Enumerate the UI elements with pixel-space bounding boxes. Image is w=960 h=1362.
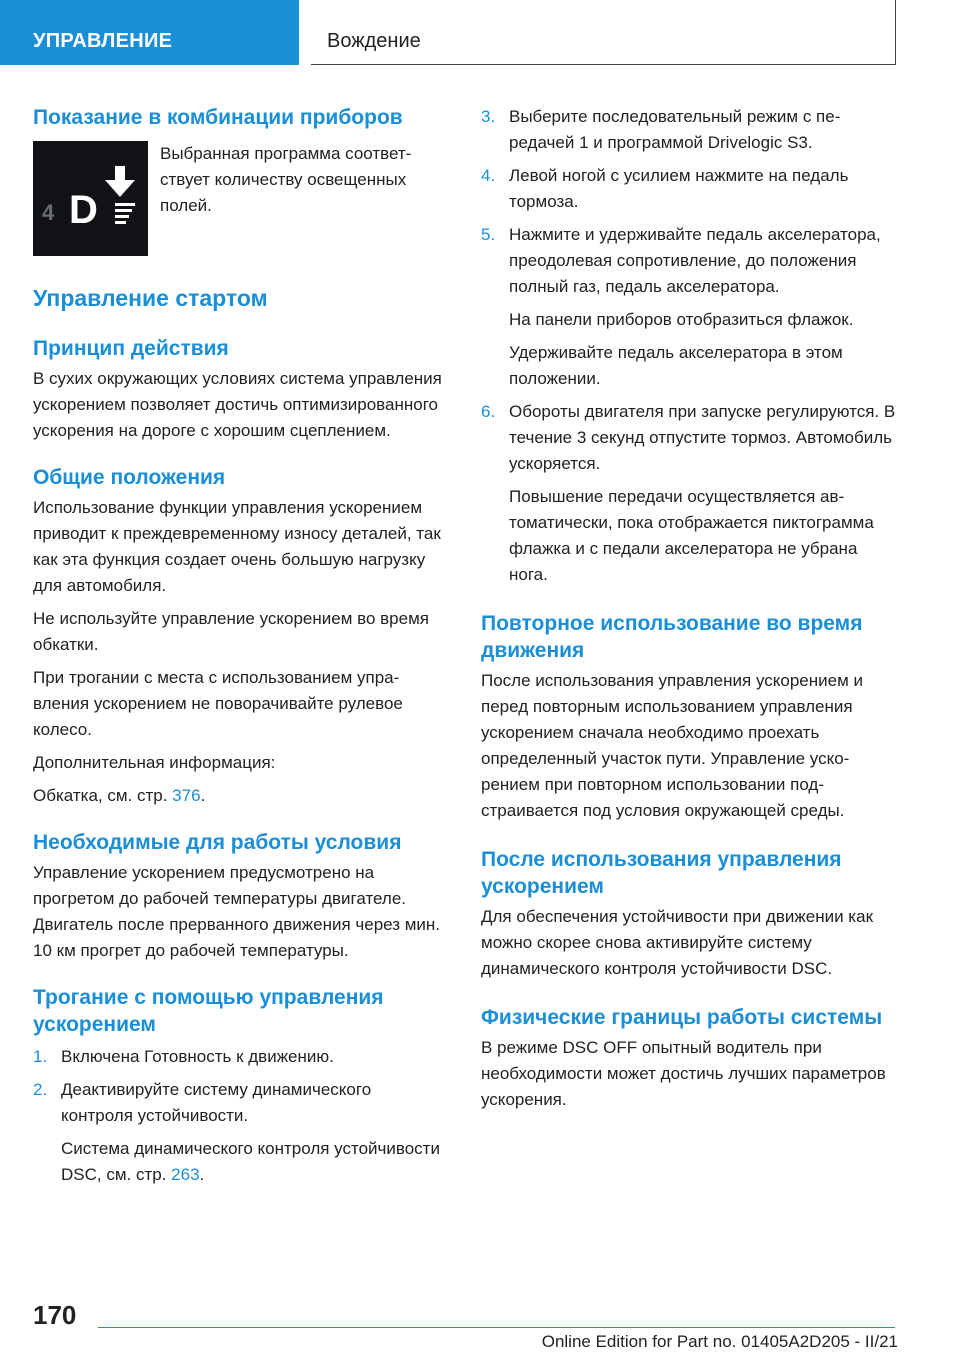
conditions-section xyxy=(33,829,447,964)
step-number: 5. xyxy=(481,225,496,244)
dsc-page-link[interactable]: 263 xyxy=(171,1165,200,1184)
right-column xyxy=(481,100,897,1113)
chapter-tab-label: Вождение xyxy=(327,30,421,52)
startoff-heading: Трогание с помощью управления ускорением xyxy=(33,986,384,1036)
footer-divider xyxy=(98,1327,895,1328)
svg-text:D: D xyxy=(69,188,98,232)
breakin-ref-end: . xyxy=(200,786,206,805)
step-item xyxy=(481,222,897,392)
step-item xyxy=(481,104,897,156)
principle-text: В сухих окружающих условиях система управления ускорением позволяет достичь оптимизированного ускорения на дороге с хорошим сцеплением. xyxy=(33,369,442,440)
conditions-text: Управление ускорением предусмотрено на прогретом до рабочей температуры двигателе. Двигатель после прерванного движения через мин. 10 км прогрет до рабочей температуры. xyxy=(33,863,441,960)
step-text: Включена Готовность к движению. xyxy=(61,1047,334,1066)
dsc-ref-text: Система динамического контроля устойчивости DSC, см. стр. xyxy=(61,1139,440,1184)
step-number: 1. xyxy=(33,1047,48,1066)
step-text: Деактивируйте систему динамического контроля устойчивости. xyxy=(61,1080,372,1125)
step-subtext: На панели приборов отобразиться флажок. xyxy=(509,310,854,329)
step-item xyxy=(33,1077,447,1188)
startoff-steps-left xyxy=(33,1044,447,1188)
general-text-2: Не используйте управление ускорением во время обкатки. xyxy=(33,609,429,654)
launch-section xyxy=(33,284,447,313)
general-text-3: При трогании с места с использованием управления ускорением не поворачивайте рулевое колесо. xyxy=(33,668,403,739)
limits-text: В режиме DSC OFF опытный водитель при необходимости может достичь лучших параметров ускорения. xyxy=(481,1038,886,1109)
step-subtext: Повышение передачи осуществляется автоматически, пока отображается пиктограмма флажка и с педали акселератора не убрана нога. xyxy=(509,487,874,584)
step-item xyxy=(481,163,897,215)
svg-text:4: 4 xyxy=(42,200,55,225)
page-number: 170 xyxy=(33,1300,77,1330)
principle-heading: Принцип действия xyxy=(33,337,229,360)
conditions-heading: Необходимые для работы условия xyxy=(33,831,402,854)
general-text-5 xyxy=(33,783,447,809)
step-subtext xyxy=(61,1136,447,1188)
section-tab-label: УПРАВЛЕНИЕ xyxy=(33,30,173,52)
step-item xyxy=(481,399,897,588)
launch-control-indicator-image xyxy=(33,141,148,256)
left-column xyxy=(33,100,447,1188)
startoff-steps-right xyxy=(481,104,897,588)
limits-heading: Физические границы работы системы xyxy=(481,1006,883,1029)
breakin-page-link[interactable]: 376 xyxy=(172,786,201,805)
step-item xyxy=(33,1044,447,1070)
indicator-caption: Выбранная программа соответствует количеству освещенных полей. xyxy=(160,144,412,215)
general-text-4: Дополнительная информация: xyxy=(33,753,276,772)
after-heading: После использования управления ускорением xyxy=(481,848,842,898)
general-heading: Общие положения xyxy=(33,466,226,489)
step-number: 2. xyxy=(33,1080,48,1099)
launch-flag-icon xyxy=(33,141,148,256)
section-tab xyxy=(0,0,299,65)
breakin-ref-text: Обкатка, см. стр. xyxy=(33,786,173,805)
chapter-tab xyxy=(311,0,896,65)
reuse-section xyxy=(481,610,897,824)
step-subtext: Удерживайте педаль акселератора в этом положении. xyxy=(509,343,843,388)
step-text: Нажмите и удерживайте педаль акселератора, преодолевая сопротивление, до положения полный газ, педаль акселератора. xyxy=(509,225,881,296)
general-section xyxy=(33,464,447,809)
step-text: Выберите последовательный режим с передачей 1 и программой Drivelogic S3. xyxy=(509,107,841,152)
limits-section xyxy=(481,1004,897,1113)
general-text-1: Использование функции управления ускорением приводит к преждевременному износу деталей, так как эта функция создает очень большую нагрузку для автомобиля. xyxy=(33,498,441,595)
startoff-section xyxy=(33,984,447,1188)
step-text: Обороты двигателя при запуске регулируются. В течение 3 секунд отпустите тормоз. Автомобиль ускоряется. xyxy=(509,402,896,473)
principle-section xyxy=(33,335,447,444)
dsc-ref-end: . xyxy=(199,1165,205,1184)
step-text: Левой ногой с усилием нажмите на педаль тормоза. xyxy=(509,166,849,211)
step-number: 6. xyxy=(481,402,496,421)
step-number: 4. xyxy=(481,166,496,185)
edition-footer: Online Edition for Part no. 01405A2D205 - II/21 xyxy=(541,1332,898,1351)
step-number: 3. xyxy=(481,107,496,126)
after-section xyxy=(481,846,897,982)
launch-heading: Управление стартом xyxy=(33,285,268,311)
after-text: Для обеспечения устойчивости при движении как можно скорее снова активируйте систему динамического контроля устойчивости DSC. xyxy=(481,907,874,978)
indicator-heading: Показание в комбинации приборов xyxy=(33,106,403,129)
reuse-text: После использования управления ускорением и перед повторным использованием управления ускорением сначала необходимо проехать определенный участок пути. Управление ускорением при повторном использовании подстраивается под условия окружающей среды. xyxy=(481,671,863,820)
indicator-figure xyxy=(33,141,447,256)
reuse-heading: Повторное использование во время движения xyxy=(481,612,863,662)
